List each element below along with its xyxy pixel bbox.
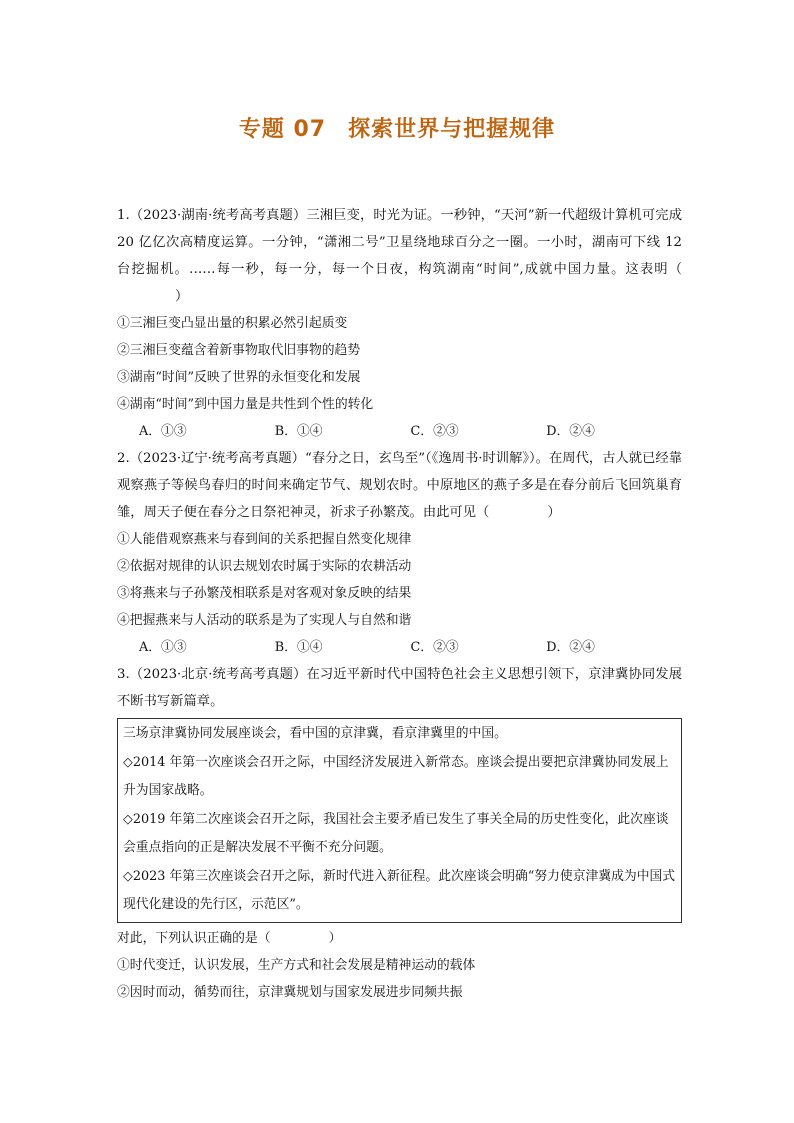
q1-option-c[interactable]: C．②③ [410, 424, 459, 439]
material-box [117, 718, 682, 923]
question-3-prompt-text: 对此，下列认识正确的是（ [117, 930, 271, 946]
q3-statement-1: ①时代变迁，认识发展，生产方式和社会发展是精神运动的载体 [117, 957, 476, 973]
question-2 [117, 445, 682, 526]
q1-option-d[interactable]: D．②④ [546, 424, 595, 439]
q3-statement-2: ②因时而动，循势而往，京津冀规划与国家发展进步同频共振 [117, 984, 463, 1000]
q2-options [117, 634, 682, 661]
question-3-close: ） [328, 930, 342, 946]
title-prefix: 专题 07 [238, 117, 327, 142]
q1-option-a[interactable]: A．①③ [139, 424, 187, 439]
q2-statement-1: ①人能借观察燕来与春到间的关系把握自然变化规律 [117, 532, 412, 547]
material-line-1: 三场京津冀协同发展座谈会，看中国的京津冀，看京津冀里的中国。 [123, 726, 507, 741]
question-1-text: 1.（2023·湖南·统考高考真题）三湘巨变，时光为证。一秒钟，“天河”新一代超级计算机可完成 20 亿亿次高精度运算。一分钟，“潇湘二号”卫星绕地球百分之一圈。一小时，湖南可下线 12 台挖掘机。……每一秒，每一分，每一个日夜，构筑湖南“时间”,成就中国力量。这表明（ [117, 208, 682, 277]
q1-statement-4: ④湖南“时间”到中国力量是共性到个性的转化 [117, 397, 374, 412]
title-main: 探索世界与把握规律 [348, 117, 556, 142]
q1-statement-3: ③湖南“时间”反映了世界的永恒变化和发展 [117, 370, 361, 385]
page-title [0, 112, 794, 143]
q1-options [117, 418, 682, 445]
q1-option-b[interactable]: B．①④ [274, 424, 323, 439]
q2-option-d[interactable]: D．②④ [546, 640, 595, 655]
questions-body [117, 202, 682, 1006]
q1-statement-1: ①三湘巨变凸显出量的积累必然引起质变 [117, 316, 348, 331]
q2-statement-4: ④把握燕来与人活动的联系是为了实现人与自然和谐 [117, 613, 412, 628]
material-line-2: ◇2014 年第一次座谈会召开之际，中国经济发展进入新常态。座谈会提出要把京津冀协同发展上升为国家战略。 [123, 754, 669, 798]
question-2-text: 2.（2023·辽宁·统考高考真题）“春分之日，玄鸟至”（《逸周书·时训解》）。在周代，古人就已经靠观察燕子等候鸟春归的时间来确定节气、规划农时。中原地区的燕子多是在春分前后飞回筑巢育雏，周天子便在春分之日祭祀神灵，祈求子孙繁茂。由此可见（ [117, 451, 682, 520]
q2-option-b[interactable]: B．①④ [274, 640, 323, 655]
q2-statement-2: ②依据对规律的认识去规划农时属于实际的农耕活动 [117, 559, 412, 574]
material-line-3: ◇2019 年第二次座谈会召开之际，我国社会主要矛盾已发生了事关全局的历史性变化，此次座谈会重点指向的正是解决发展不平衡不充分问题。 [123, 811, 669, 855]
question-3: 3.（2023·北京·统考高考真题）在习近平新时代中国特色社会主义思想引领下，京津冀协同发展不断书写新篇章。 [117, 667, 682, 709]
q2-option-a[interactable]: A．①③ [139, 640, 187, 655]
material-line-4: ◇2023 年第三次座谈会召开之际，新时代进入新征程。此次座谈会明确“努力使京津冀成为中国式现代化建设的先行区，示范区”。 [123, 868, 676, 912]
question-1-close: ） [175, 289, 189, 304]
q2-statement-3: ③将燕来与子孙繁茂相联系是对客观对象反映的结果 [117, 586, 412, 601]
question-3-prompt [117, 925, 682, 952]
q2-option-c[interactable]: C．②③ [410, 640, 459, 655]
question-1 [117, 202, 682, 310]
question-2-close: ） [547, 505, 561, 520]
q1-statement-2: ②三湘巨变蕴含着新事物取代旧事物的趋势 [117, 343, 361, 358]
